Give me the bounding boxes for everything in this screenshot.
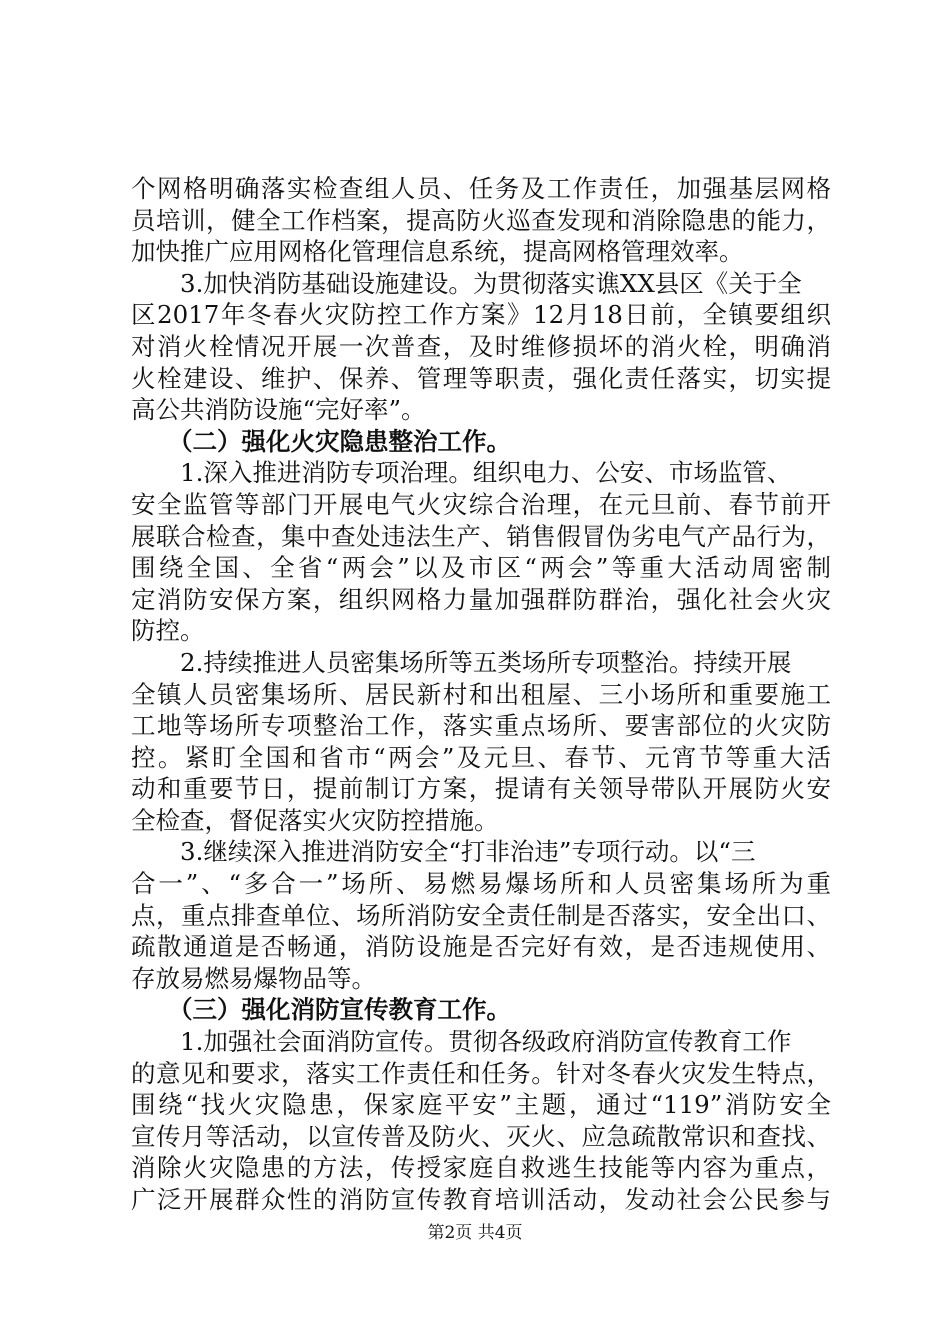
text-line: 火栓建设、维护、保养、管理等职责，强化责任落实，切实提: [131, 363, 831, 393]
text-line: 点，重点排查单位、场所消防安全责任制是否落实，安全出口、: [131, 900, 831, 930]
document-body: [131, 173, 831, 1216]
text-line: 疏散通道是否畅通，消防设施是否完好有效，是否违规使用、: [131, 932, 831, 962]
text-line: 全检查，督促落实火灾防控措施。: [131, 805, 499, 835]
text-line: 防控。: [131, 616, 205, 646]
text-line: 全镇人员密集场所、居民新村和出租屋、三小场所和重要施工: [131, 679, 831, 709]
text-line: 围绕全国、全省“两会”以及市区“两会”等重大活动周密制: [131, 553, 831, 583]
text-line: 个网格明确落实检查组人员、任务及工作责任，加强基层网格: [131, 174, 831, 203]
text-line: 员培训，健全工作档案，提高防火巡查发现和消除隐患的能力，: [131, 205, 831, 235]
text-line: 动和重要节日，提前制订方案，提请有关领导带队开展防火安: [131, 774, 831, 804]
text-line: 定消防安保方案，组织网格力量加强群防群治，强化社会火灾: [131, 584, 831, 614]
text-line: 消除火灾隐患的方法，传授家庭自救逃生技能等内容为重点，: [131, 1153, 831, 1183]
text-line: 3.继续深入推进消防安全“打非治违”专项行动。以“三: [180, 837, 756, 867]
text-line: 广泛开展群众性的消防宣传教育培训活动，发动社会公民参与: [131, 1185, 831, 1214]
text-line: 展联合检查，集中查处违法生产、销售假冒伪劣电气产品行为，: [131, 521, 831, 551]
text-line: 1.深入推进消防专项治理。组织电力、公安、市场监管、: [180, 458, 792, 488]
text-line: 2.持续推进人员密集场所等五类场所专项整治。持续开展: [180, 647, 792, 677]
section-heading: （二）强化火灾隐患整治工作。: [168, 426, 511, 456]
text-line: 工地等场所专项整治工作，落实重点场所、要害部位的火灾防: [131, 711, 831, 741]
text-line: 安全监管等部门开展电气火灾综合治理，在元旦前、春节前开: [131, 489, 831, 519]
text-line: 合一”、“多合一”场所、易燃易爆场所和人员密集场所为重: [131, 869, 831, 899]
text-line: 区2017年冬春火灾防控工作方案》12月18日前，全镇要组织: [131, 300, 831, 330]
text-line: 高公共消防设施“完好率”。: [131, 395, 426, 425]
text-line: 3.加快消防基础设施建设。为贯彻落实谯XX县区《关于全: [180, 268, 802, 298]
text-line: 对消火栓情况开展一次普查，及时维修损坏的消火栓，明确消: [131, 331, 831, 361]
text-line: 1.加强社会面消防宣传。贯彻各级政府消防宣传教育工作: [180, 1027, 792, 1057]
text-line: 的意见和要求，落实工作责任和任务。针对冬春火灾发生特点，: [131, 1058, 831, 1088]
page-footer: 第2页 共4页: [427, 1223, 523, 1243]
text-line: 宣传月等活动，以宣传普及防火、灭火、应急疏散常识和查找、: [131, 1121, 831, 1151]
text-line: 存放易燃易爆物品等。: [131, 963, 376, 993]
text-line: 控。紧盯全国和省市“两会”及元旦、春节、元宵节等重大活: [131, 742, 831, 772]
text-line: 围绕“找火灾隐患，保家庭平安”主题，通过“119”消防安全: [131, 1090, 831, 1120]
section-heading: （三）强化消防宣传教育工作。: [168, 995, 511, 1025]
text-line: 加快推广应用网格化管理信息系统，提高网格管理效率。: [131, 237, 744, 267]
